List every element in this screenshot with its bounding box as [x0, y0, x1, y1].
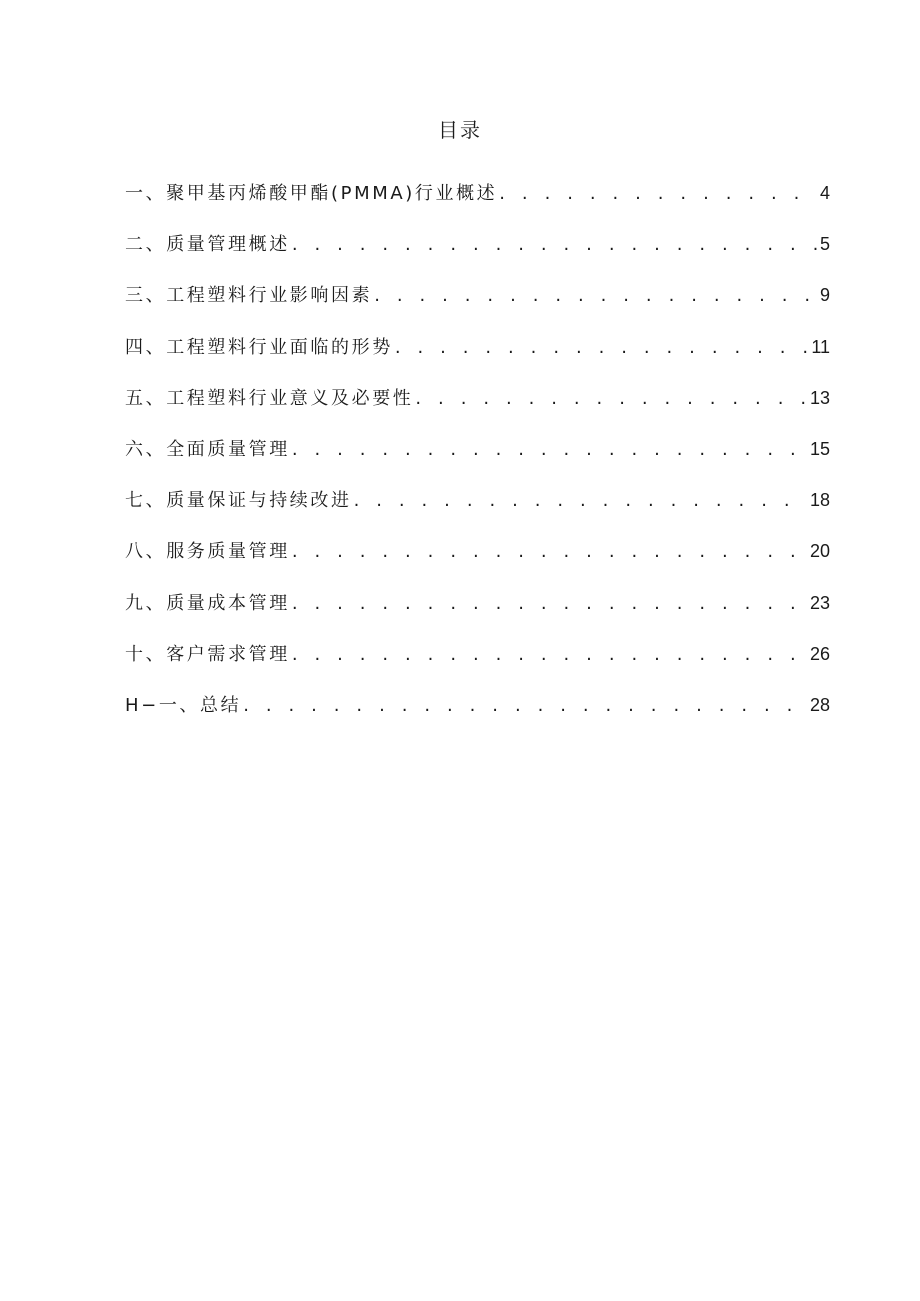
toc-entry-label: 八、服务质量管理: [125, 541, 290, 563]
toc-entry-page-number: 26: [809, 643, 830, 664]
toc-entry-page-number: 4: [819, 183, 830, 203]
toc-leader-dots: [354, 486, 808, 516]
toc-entry-page-number: 9: [819, 285, 830, 306]
toc-entry-label: H−一、总结: [125, 694, 242, 716]
toc-leader-dots: [243, 691, 808, 721]
toc-entry[interactable]: [125, 332, 830, 383]
toc-entry[interactable]: [125, 178, 830, 229]
toc-leader-dots: [292, 435, 808, 465]
toc-entry[interactable]: [125, 690, 830, 741]
toc-entry-label: 四、工程塑料行业面临的形势: [125, 336, 393, 358]
toc-entry-label: 五、工程塑料行业意义及必要性: [125, 387, 414, 409]
toc-leader-dots: [292, 537, 808, 567]
toc-entry[interactable]: [125, 383, 830, 434]
toc-leader-dots: [374, 281, 818, 311]
toc-entry-page-number: 28: [809, 694, 830, 715]
toc-leader-dots: [292, 640, 808, 670]
toc-leader-dots: [395, 333, 810, 363]
toc-entry-label: 一、聚甲基丙烯酸甲酯(PMMA)行业概述: [125, 183, 498, 204]
toc-entry-label: 六、全面质量管理: [125, 438, 290, 460]
toc-entry[interactable]: [125, 536, 830, 587]
toc-entry-label: 二、质量管理概述: [125, 234, 290, 256]
toc-entry-page-number: 18: [809, 490, 830, 511]
toc-entry-label: 十、客户需求管理: [125, 643, 290, 665]
toc-title: 目录: [438, 118, 482, 142]
toc-entry[interactable]: [125, 588, 830, 639]
toc-entry-page-number: 20: [809, 541, 830, 562]
toc-entry-page-number: 23: [809, 592, 830, 613]
toc-entry[interactable]: [125, 280, 830, 331]
toc-entry[interactable]: [125, 229, 830, 280]
toc-entry-label: 九、质量成本管理: [125, 592, 290, 614]
toc-entry-label: 七、质量保证与持续改进: [125, 490, 352, 512]
toc-entry-page-number: 15: [809, 438, 830, 459]
toc-entry-page-number: 5: [819, 234, 830, 255]
toc-entry-page-number: 13: [809, 387, 830, 408]
toc-leader-dots: [292, 230, 818, 260]
toc-entry[interactable]: [125, 485, 830, 536]
toc-leader-dots: [415, 384, 808, 414]
toc-entry[interactable]: [125, 434, 830, 485]
toc-entry-page-number: 11: [811, 336, 830, 357]
toc-leader-dots: [292, 589, 808, 619]
toc-entry-label: 三、工程塑料行业影响因素: [125, 285, 373, 307]
toc-leader-dots: [499, 179, 818, 209]
toc-entry[interactable]: [125, 639, 830, 690]
toc-list: [125, 178, 830, 741]
